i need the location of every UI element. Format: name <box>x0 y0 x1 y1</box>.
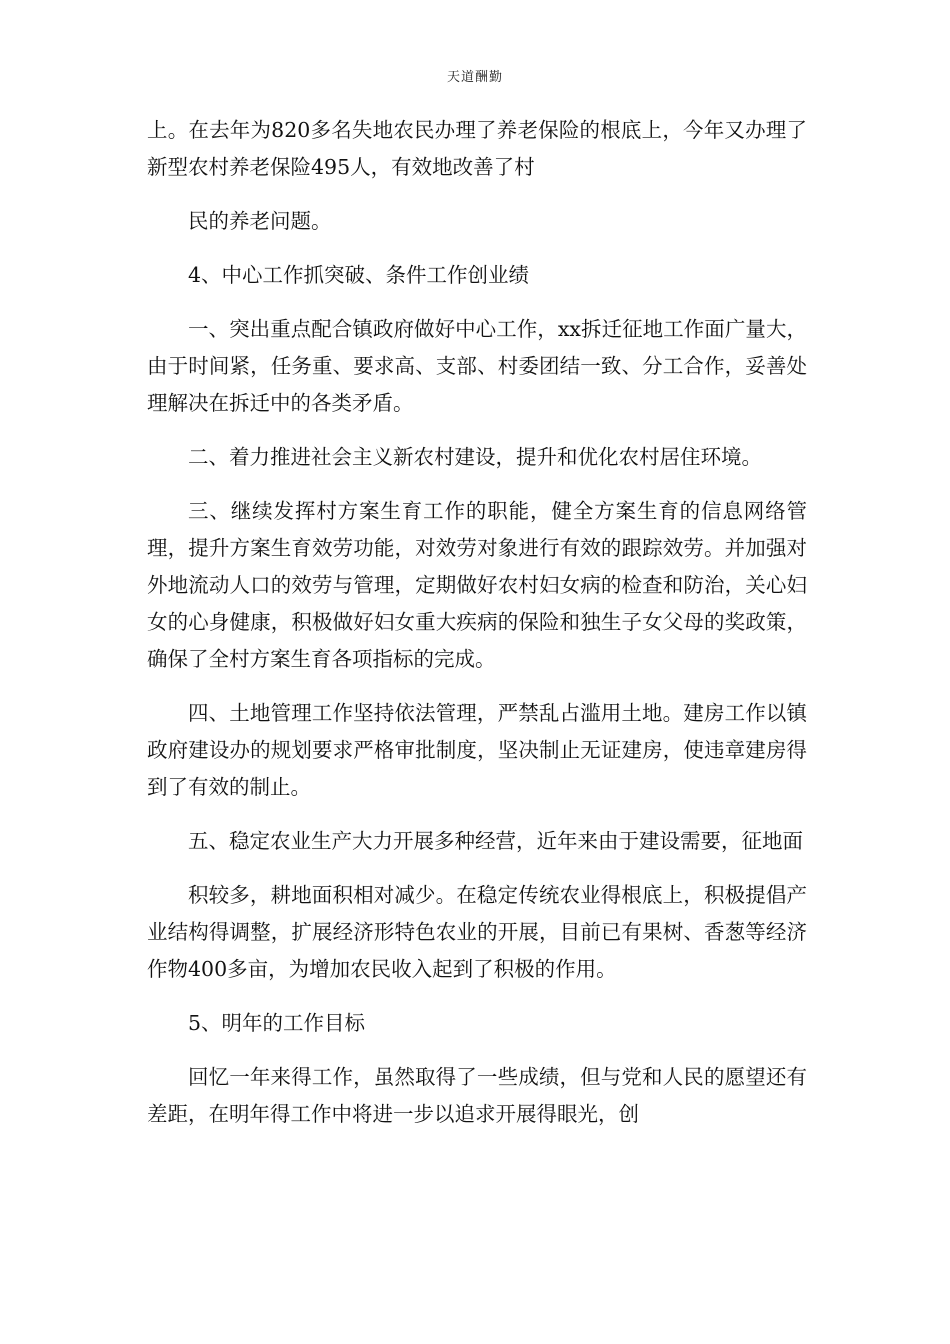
paragraph-item-5: 五、稳定农业生产大力开展多种经营，近年来由于建设需要，征地面 <box>188 829 803 853</box>
paragraph-item-2: 二、着力推进社会主义新农村建设，提升和优化农村居住环境。 <box>188 445 762 469</box>
section-heading-5: 5、明年的工作目标 <box>188 1011 366 1035</box>
page-header: 天道酬勤 <box>446 70 503 85</box>
paragraph-item-5-continued: 积较多，耕地面积相对减少。在稳定传统农业得根底上，积极提倡产业结构得调整，扩展经济形特色农业的开展，目前已有果树、香葱等经济作物400多亩，为增加农民收入起到了积极的作用。 <box>147 883 807 981</box>
paragraph-item-3: 三、继续发挥村方案生育工作的职能，健全方案生育的信息网络管理，提升方案生育效劳功能，对效劳对象进行有效的跟踪效劳。并加强对外地流动人口的效劳与管理，定期做好农村妇女病的检查和防治，关心妇女的心身健康，积极做好妇女重大疾病的保险和独生子女父母的奖政策，确保了全村方案生育各项指标的完成。 <box>147 499 807 671</box>
paragraph-item-4: 四、土地管理工作坚持依法管理，严禁乱占滥用土地。建房工作以镇政府建设办的规划要求严格审批制度，坚决制止无证建房，使违章建房得到了有效的制止。 <box>147 701 807 799</box>
document-body <box>147 112 807 1150</box>
paragraph-conclusion: 回忆一年来得工作，虽然取得了一些成绩，但与党和人民的愿望还有差距，在明年得工作中将进一步以追求开展得眼光，创 <box>147 1065 807 1126</box>
paragraph-item-1: 一、突出重点配合镇政府做好中心工作，xx拆迁征地工作面广量大，由于时间紧，任务重、要求高、支部、村委团结一致、分工合作，妥善处理解决在拆迁中的各类矛盾。 <box>147 317 807 415</box>
paragraph-2: 民的养老问题。 <box>188 209 332 233</box>
paragraph-1: 上。在去年为820多名失地农民办理了养老保险的根底上，今年又办理了新型农村养老保险495人，有效地改善了村 <box>147 118 807 179</box>
section-heading-4: 4、中心工作抓突破、条件工作创业绩 <box>188 263 530 287</box>
